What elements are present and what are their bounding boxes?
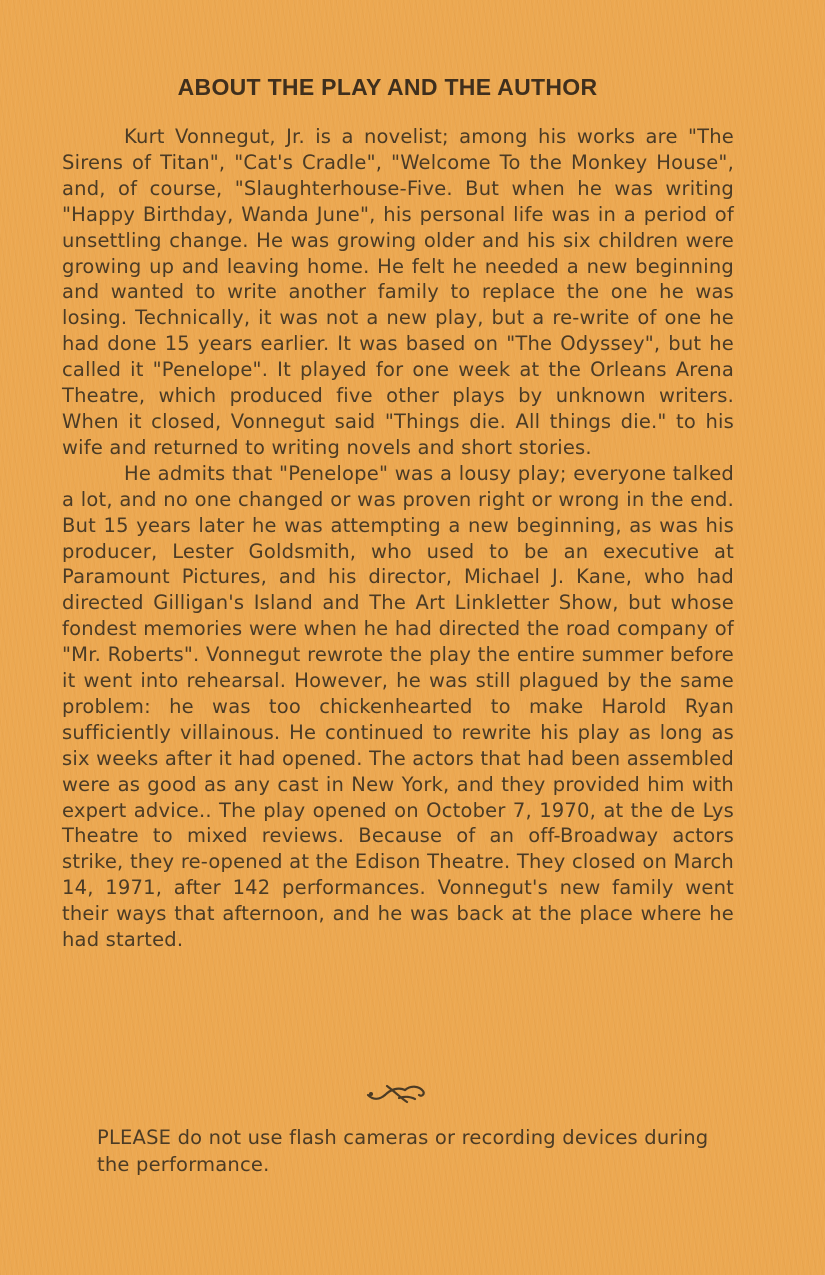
flourish-ornament-icon bbox=[365, 1080, 431, 1108]
page-title: ABOUT THE PLAY AND THE AUTHOR bbox=[177, 74, 598, 100]
paragraph-1: Kurt Vonnegut, Jr. is a novelist; among his works are "The Sirens of Titan", "Cat's Cradle", "Welcome To the Monkey House", and, of course, "Slaughterhouse-Five. But when he was writing "Happy Birthday, Wanda June", his personal life was in a period of unsettling change. He was growing older and his six children were growing up and leaving home. He felt he needed a new beginning and wanted to write another family to replace the one he was losing. Technically, it was not a new play, but a re-write of one he had done 15 years earlier. It was based on "The Odyssey", but he called it "Penelope". It played for one week at the Orleans Arena Theatre, which produced five other plays by unknown writers. When it closed, Vonnegut said "Things die. All things die." to his wife and returned to writing novels and short stories. bbox=[62, 125, 734, 459]
article-body bbox=[62, 124, 734, 953]
paragraph-2: He admits that "Penelope" was a lousy play; everyone talked a lot, and no one changed or was proven right or wrong in the end. But 15 years later he was attempting a new beginning, as was his producer, Lester Goldsmith, who used to be an executive at Paramount Pictures, and his director, Michael J. Kane, who had directed Gilligan's Island and The Art Linkletter Show, but whose fondest memories were when he had directed the road company of "Mr. Roberts". Vonnegut rewrote the play the entire summer before it went into rehearsal. However, he was still plagued by the same problem: he was too chickenhearted to make Harold Ryan sufficiently villainous. He continued to rewrite his play as long as six weeks after it had opened. The actors that had been assembled were as good as any cast in New York, and they provided him with expert advice.. The play opened on October 7, 1970, at the de Lys Theatre to mixed reviews. Because of an off-Broadway actors strike, they re-opened at the Edison Theatre. They closed on March 14, 1971, after 142 performances. Vonnegut's new family went their ways that afternoon, and he was back at the place where he had started. bbox=[62, 461, 734, 952]
camera-notice: PLEASE do not use flash cameras or recording devices during the performance. bbox=[97, 1126, 709, 1176]
